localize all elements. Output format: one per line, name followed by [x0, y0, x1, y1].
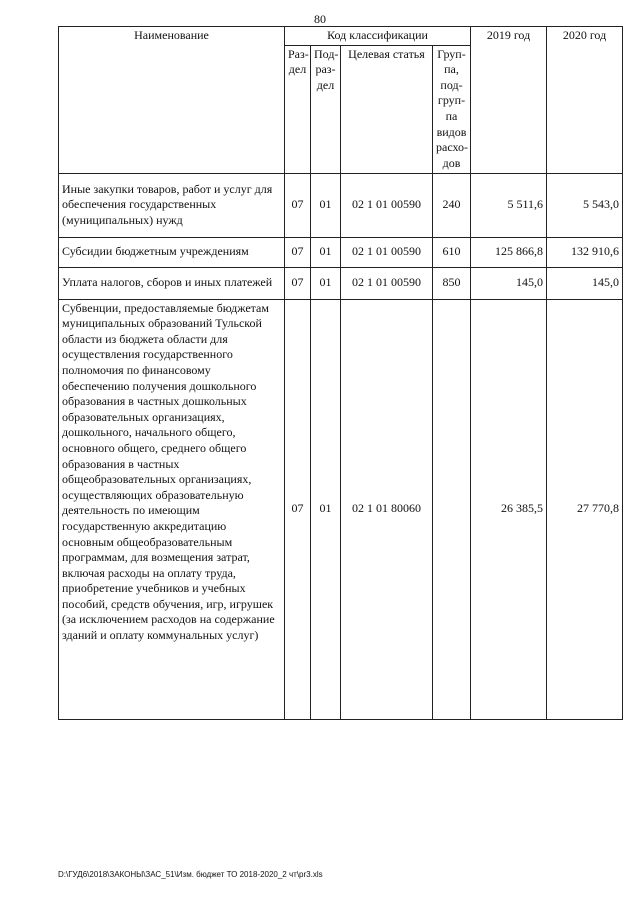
row-value-2019: 26 385,5 — [471, 299, 547, 719]
header-group: Груп-па, под-груп-па видов расхо-дов — [433, 45, 471, 173]
header-classification: Код классификации — [285, 27, 471, 46]
header-year-2020: 2020 год — [547, 27, 623, 174]
header-row-1 — [59, 27, 623, 46]
row-value-2020: 145,0 — [547, 267, 623, 299]
row-name: Иные закупки товаров, работ и услуг для обеспечения государственных (муниципальных) нужд — [59, 173, 285, 237]
row-value-2019: 125 866,8 — [471, 237, 547, 267]
row-razdel: 07 — [285, 173, 311, 237]
row-value-2019: 145,0 — [471, 267, 547, 299]
row-podrazdel: 01 — [311, 267, 341, 299]
row-name: Субсидии бюджетным учреждениям — [59, 237, 285, 267]
header-year-2019: 2019 год — [471, 27, 547, 174]
row-target: 02 1 01 00590 — [341, 237, 433, 267]
row-group: 850 — [433, 267, 471, 299]
row-name: Уплата налогов, сборов и иных платежей — [59, 267, 285, 299]
page-number: 80 — [314, 12, 326, 26]
header-razdel: Раз-дел — [285, 45, 311, 173]
row-name: Субвенции, предоставляемые бюджетам муниципальных образований Тульской области из бюджета области для осуществления государственного полномочия по финансовому обеспечению получения дошкольного образования в частных дошкольных образовательных организациях, дошкольного, начального общего, основного общего, среднего общего образования в частных общеобразовательных организациях, осуществляющих образовательную деятельность по имеющим государственную аккредитацию основным общеобразовательным программам, для возмещения затрат, включая расходы на оплату труда, приобретение учебников и учебных пособий, средств обучения, игр, игрушек (за исключением расходов на содержание зданий и оплату коммунальных услуг) — [59, 299, 285, 719]
row-razdel: 07 — [285, 267, 311, 299]
file-path-footer: D:\ГУД6\2018\ЗАКОНЫ\ЗАС_51\Изм. бюджет ТО 2018-2020_2 чт\pr3.xls — [58, 870, 323, 879]
row-group: 610 — [433, 237, 471, 267]
row-target: 02 1 01 00590 — [341, 267, 433, 299]
header-name: Наименование — [59, 27, 285, 174]
row-podrazdel: 01 — [311, 299, 341, 719]
budget-table — [58, 26, 623, 720]
table-row — [59, 173, 623, 237]
row-podrazdel: 01 — [311, 173, 341, 237]
header-podrazdel: Под-раз-дел — [311, 45, 341, 173]
row-value-2020: 5 543,0 — [547, 173, 623, 237]
table-row — [59, 299, 623, 719]
row-razdel: 07 — [285, 237, 311, 267]
row-group: 240 — [433, 173, 471, 237]
row-group — [433, 299, 471, 719]
row-target: 02 1 01 00590 — [341, 173, 433, 237]
header-target: Целевая статья — [341, 45, 433, 173]
row-podrazdel: 01 — [311, 237, 341, 267]
row-target: 02 1 01 80060 — [341, 299, 433, 719]
row-value-2020: 132 910,6 — [547, 237, 623, 267]
row-value-2020: 27 770,8 — [547, 299, 623, 719]
table-row — [59, 237, 623, 267]
row-razdel: 07 — [285, 299, 311, 719]
table-row — [59, 267, 623, 299]
row-value-2019: 5 511,6 — [471, 173, 547, 237]
